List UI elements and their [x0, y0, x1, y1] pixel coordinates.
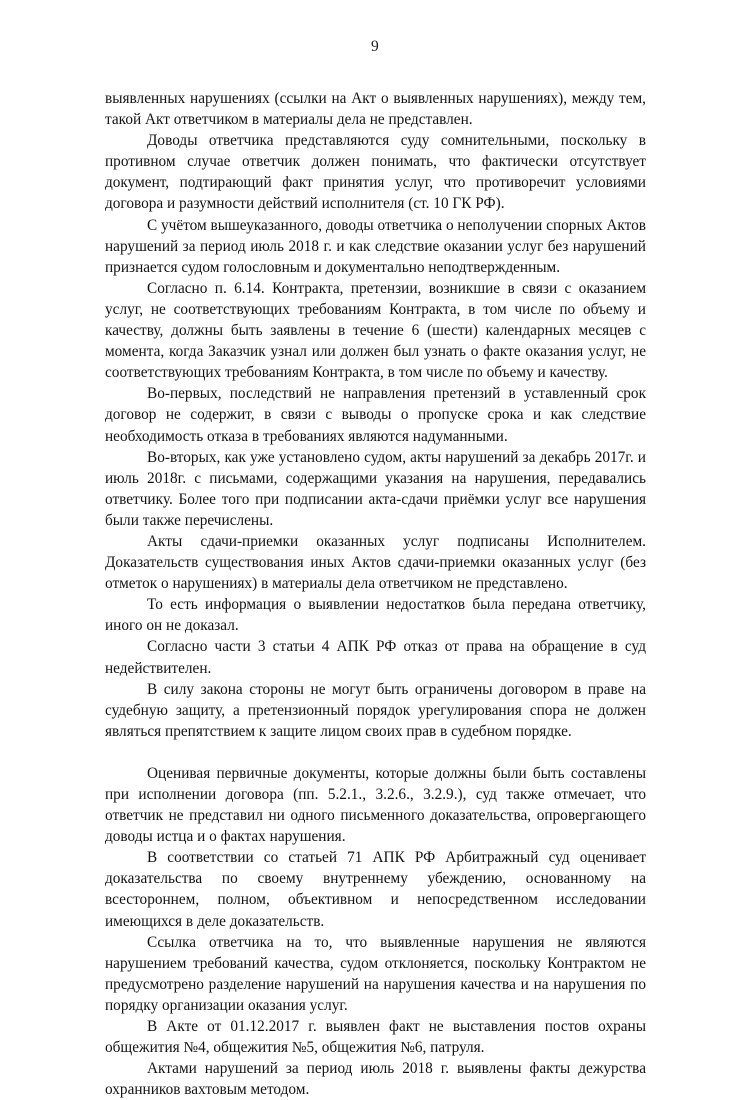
paragraph: Актами нарушений за период июль 2018 г. выявлены факты дежурства охранников вахтовым методом. — [105, 1060, 646, 1099]
paragraph: Во-первых, последствий не направления претензий в уставленный срок договор не содержит, в связи с выводы о пропуске срока и как следствие необходимость отказа в требованиях являются надуманными. — [105, 385, 646, 445]
paragraph: Акты сдачи-приемки оказанных услуг подписаны Исполнителем. Доказательств существования иных Актов сдачи-приемки оказанных услуг (без отметок о нарушениях) в материалы дела ответчиком не представлено. — [105, 532, 646, 593]
document-body — [105, 88, 646, 1100]
page-number: 9 — [371, 38, 379, 55]
paragraph: В Акте от 01.12.2017 г. выявлен факт не выставления постов охраны общежития №4, общежития №5, общежития №6, патруля. — [105, 1018, 646, 1057]
paragraph: В силу закона стороны не могут быть ограничены договором в праве на судебную защиту, а претензионный порядок урегулирования спора не должен являться препятствием к защите лицом своих прав в судебном порядке. — [105, 680, 646, 740]
paragraph: Согласно п. 6.14. Контракта, претензии, возникшие в связи с оказанием услуг, не соответствующих требованиям Контракта, в том числе по объему и качеству, должны быть заявлены в течение 6 (шести) календарных месяцев с момента, когда Заказчик узнал или должен был узнать о факте оказания услуг, не соответствующих требованиям Контракта, в том числе по объему и качеству. — [105, 279, 646, 382]
paragraph: То есть информация о выявлении недостатков была передана ответчику, иного он не доказал. — [105, 596, 646, 635]
paragraph: С учётом вышеуказанного, доводы ответчика о неполучении спорных Актов нарушений за период июль 2018 г. и как следствие оказании услуг без нарушений признается судом голословным и документально неподтвержденным. — [105, 216, 647, 276]
paragraph: Оценивая первичные документы, которые должны были быть составлены при исполнении договора (пп. 5.2.1., 3.2.6., 3.2.9.), суд также отмечает, что ответчик не представил ни одного письменного доказательства, опровергающего доводы истца и о фактах нарушения. — [105, 764, 646, 846]
paragraph: В соответствии со статьей 71 АПК РФ Арбитражный суд оценивает доказательства по своему внутреннему убеждению, основанному на всестороннем, полном, объективном и непосредственном исследовании имеющихся в деле доказательств. — [105, 849, 646, 930]
paragraph: Во-вторых, как уже установлено судом, акты нарушений за декабрь 2017г. и июль 2018г. с письмами, содержащими указания на нарушения, передавались ответчику. Более того при подписании акта-сдачи приёмки услуг все нарушения были также перечислены. — [105, 448, 646, 529]
paragraph: Ссылка ответчика на то, что выявленные нарушения не являются нарушением требований качества, судом отклоняется, поскольку Контрактом не предусмотрено разделение нарушений на нарушения качества и на нарушения по порядку организации оказания услуг. — [105, 933, 646, 1014]
paragraph: Согласно части 3 статьи 4 АПК РФ отказ от права на обращение в суд недействителен. — [105, 638, 646, 677]
paragraph: выявленных нарушениях (ссылки на Акт о выявленных нарушениях), между тем, такой Акт ответчиком в материалы дела не представлен. — [105, 90, 646, 129]
paragraph: Доводы ответчика представляются суду сомнительными, поскольку в противном случае ответчик должен понимать, что фактически отсутствует документ, подтирающий факт принятия услуг, что противоречит условиями договора и разумности действий исполнителя (ст. 10 ГК РФ). — [105, 132, 646, 213]
